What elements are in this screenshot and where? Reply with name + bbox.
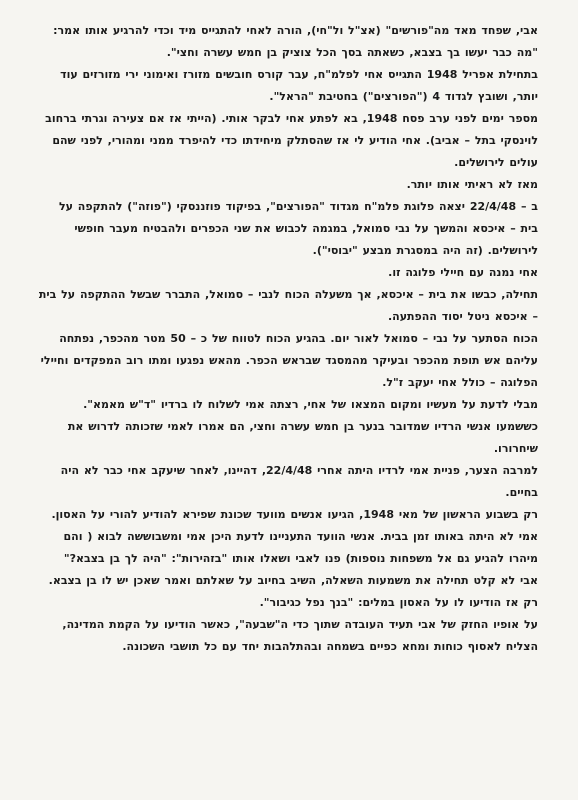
document-body <box>38 20 538 658</box>
paragraph-9: מבלי לדעת על מעשיו ומקום המצאו של אחי, רצתה אמי לשלוח לו ברדיו "ד"ש מאמא". כששמעו אנשי הרדיו שמדובר בנער בן חמש עשרה וחצי, הם אמרו לאמי שזכותה לדרוש את שיחרורו. <box>67 398 538 455</box>
paragraph-12: אבי לא קלט תחילה את משמעות השאלה, השיב בחיוב על שאלתם ואמר שאכן יש לו בן בצבא. רק אז הודיעו לו על האסון במלים: "בנך נפל כגיבור". <box>48 574 538 609</box>
paragraph-2: בתחילת אפריל 1948 התגייס אחי לפלמ"ח, עבר קורס חובשים מזורז ואימוני ירי מזורזים עוד יותר, ושובץ לגדוד 4 ("הפורצים") בחטיבת "הראל". <box>60 68 538 103</box>
paragraph-4: מאז לא ראיתי אותו יותר. <box>406 178 538 191</box>
paragraph-7: תחילה, כבשו את בית – איכסא, אך משעלה הכוח לנבי – סמואל, התברר שבשל ההתקפה על בית – איכסא ניטל יסוד ההפתעה. <box>38 288 538 323</box>
paragraph-11: רק בשבוע הראשון של מאי 1948, הגיעו אנשים מוועד שכונת שפירא להודיע להורי על האסון. אמי לא היתה באותו זמן בבית. אנשי הוועד התעניינו לדעת היכן אמי ומשבוששה לבוא ( והם מיהרו להגיע גם אל משפחות נוספות) פנו לאבי ושאלו אותו "בזהירות": "היה לך בן בצבא?" <box>51 508 538 565</box>
paragraph-6: אחי נמנה עם חיילי פלוגה זו. <box>388 266 538 279</box>
paragraph-3: מספר ימים לפני ערב פסח 1948, בא לפתע אחי לבקר אותי. (הייתי אז אם צעירה וגרתי ברחוב לוינסקי בתל – אביב). אחי הודיע לי אז שהסתלק מיחידתו כדי להיפרד ממני ומהורי, לפני שהם עולים לירושלים. <box>45 112 538 169</box>
paragraph-13: על אופיו החזק של אבי תעיד העובדה שתוך כדי ה"שבעה", כאשר הודיעו על הקמת המדינה, הצליח לאסוף כוחות ומחא כפיים בשמחה ובהתלהבות יחד עם כל תושבי השכונה. <box>62 618 538 653</box>
paragraph-8: הכוח הסתער על נבי – סמואל לאור יום. בהגיע הכוח לטווח של כ – 50 מטר מהכפר, נפתחה עליהם אש תופת מהכפר ובעיקר מהמסגד שבראש הכפר. מהאש נפגעו ומתו רוב המפקדים וחיילי הפלוגה – כולל אחי יעקב ז"ל. <box>40 332 538 389</box>
paragraph-5: ב – 22/4/48 יצאה פלוגת פלמ"ח מגדוד "הפורצים", בפיקוד פוזננסקי ("פוזה") להתקפה על בית – איכסא והמשך על נבי סמואל, במגמה לכבוש את שני הכפרים ולהבטיח מעבר חופשי לירושלים. (זה היה במסגרת מבצע "יבוסי"). <box>58 200 538 257</box>
paragraph-10: למרבה הצער, פניית אמי לרדיו היתה אחרי 22/4/48, דהיינו, לאחר שיעקב אחי כבר לא היה בחיים. <box>60 464 538 499</box>
paragraph-1: אבי, שפחד מאד מה"פורשים" (אצ"ל ול"חי), הורה לאחי להתגייס מיד וכדי להרגיע אותו אמר: "מה כבר יעשו בך בצבא, כשאתה בסך הכל צוציק בן חמש עשרה וחצי". <box>53 24 538 59</box>
